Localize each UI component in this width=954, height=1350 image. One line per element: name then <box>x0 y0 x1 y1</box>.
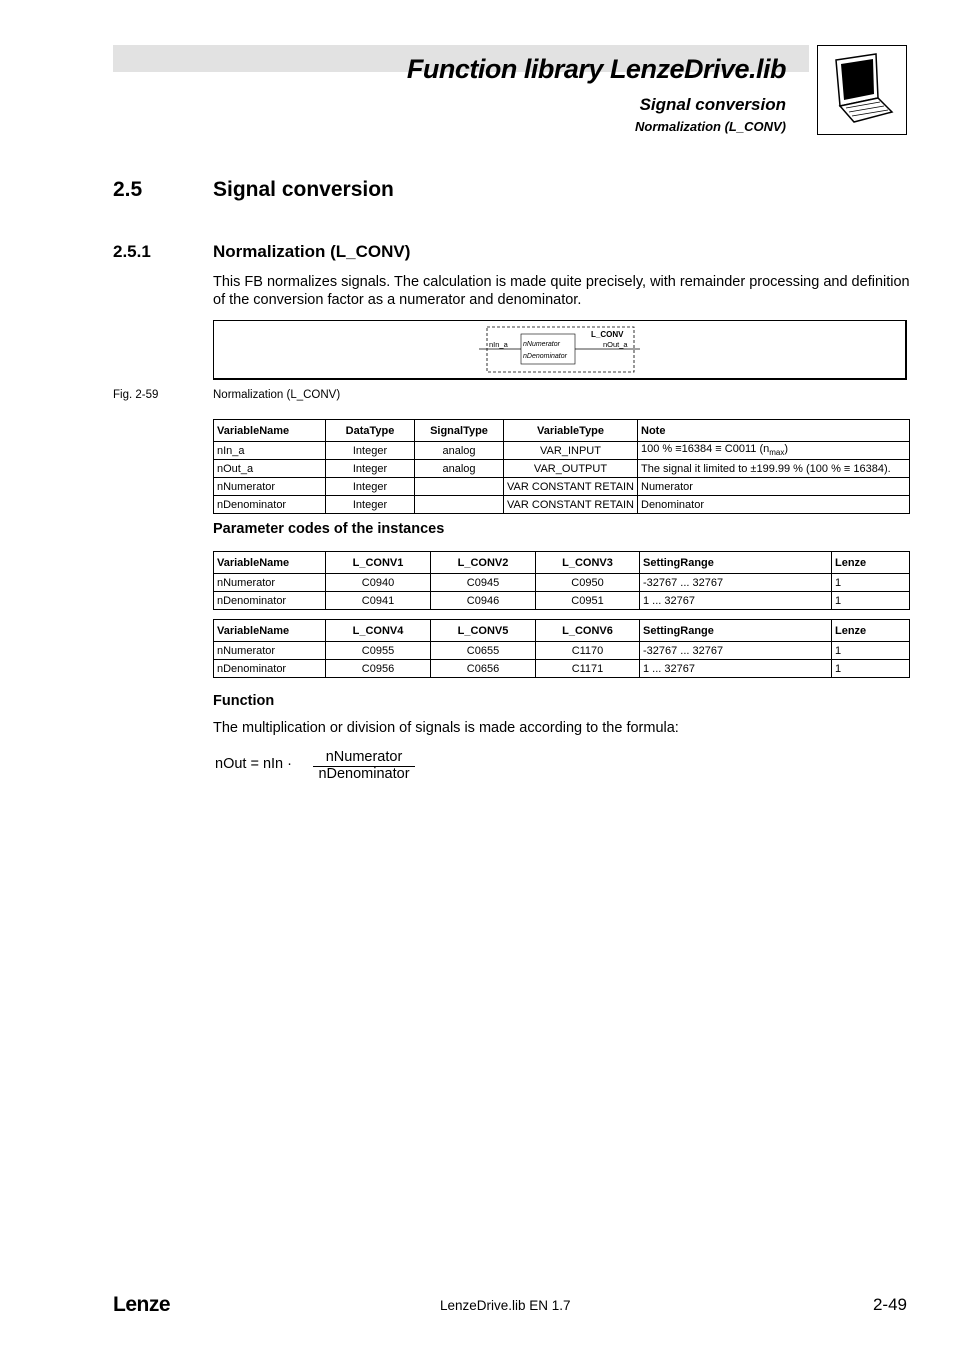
table-header: VariableType <box>504 420 638 442</box>
table-header: L_CONV4 <box>326 620 431 642</box>
function-heading: Function <box>213 693 275 709</box>
table-cell: C0656 <box>431 660 536 678</box>
table-cell: C0956 <box>326 660 431 678</box>
table-cell: Integer <box>326 460 415 478</box>
note-suffix: ) <box>784 443 789 456</box>
table-header: L_CONV3 <box>536 552 640 574</box>
section-number: 2.5 <box>113 178 143 201</box>
table-cell: analog <box>415 442 504 460</box>
table-row <box>214 660 910 678</box>
table-cell: Integer <box>326 496 415 514</box>
table-cell: VAR CONSTANT RETAIN <box>504 496 638 514</box>
table-cell <box>638 442 910 460</box>
table-header: L_CONV2 <box>431 552 536 574</box>
table-cell: C0946 <box>431 592 536 610</box>
formula-lhs: nOut = nIn · <box>215 756 292 772</box>
table-cell: C1171 <box>536 660 640 678</box>
block-output-label: nOut_a <box>603 340 628 349</box>
table-row <box>214 642 910 660</box>
table-row <box>214 574 910 592</box>
table-cell: C0941 <box>326 592 431 610</box>
table-cell: VAR_INPUT <box>504 442 638 460</box>
function-block-figure <box>213 320 907 380</box>
table-row <box>214 496 910 514</box>
subsection-title: Normalization (L_CONV) <box>213 242 411 261</box>
table-cell: nNumerator <box>214 574 326 592</box>
header-subsection: Normalization (L_CONV) <box>635 119 786 134</box>
param-table-1 <box>213 551 910 610</box>
note-text: 100 % ≡16384 ≡ C0011 (n <box>641 443 770 456</box>
table-row <box>214 460 910 478</box>
table-cell: C1170 <box>536 642 640 660</box>
table-cell <box>415 496 504 514</box>
table-cell: nDenominator <box>214 660 326 678</box>
table-cell: -32767 ... 32767 <box>640 642 832 660</box>
table-cell: VAR_OUTPUT <box>504 460 638 478</box>
table-cell: nNumerator <box>214 642 326 660</box>
block-param-denominator: nDenominator <box>523 353 567 360</box>
figure-number: Fig. 2-59 <box>113 389 159 401</box>
table-cell: -32767 ... 32767 <box>640 574 832 592</box>
table-cell: C0945 <box>431 574 536 592</box>
table-header: SettingRange <box>640 552 832 574</box>
table-cell: 1 <box>832 642 910 660</box>
subsection-number: 2.5.1 <box>113 242 151 261</box>
table-header: Lenze <box>832 552 910 574</box>
function-text: The multiplication or division of signals is made according to the formula: <box>213 720 679 736</box>
table-cell: nDenominator <box>214 496 326 514</box>
table-header: L_CONV1 <box>326 552 431 574</box>
header-title: Function library LenzeDrive.lib <box>406 54 786 84</box>
table-cell: Numerator <box>638 478 910 496</box>
header-section: Signal conversion <box>639 95 786 114</box>
table-cell: 1 ... 32767 <box>640 660 832 678</box>
table-cell: C0655 <box>431 642 536 660</box>
table-header: SignalType <box>415 420 504 442</box>
table-header-row <box>214 552 910 574</box>
table-cell: C0950 <box>536 574 640 592</box>
block-name: L_CONV <box>591 330 624 339</box>
section-title: Signal conversion <box>213 178 394 201</box>
table-cell: 1 <box>832 592 910 610</box>
lenze-logo: Lenze <box>113 1293 171 1316</box>
variable-table <box>213 419 910 514</box>
table-cell: C0955 <box>326 642 431 660</box>
table-cell: 1 <box>832 574 910 592</box>
formula-numerator: nNumerator <box>325 749 403 765</box>
table-cell: Integer <box>326 478 415 496</box>
table-cell: 1 ... 32767 <box>640 592 832 610</box>
params-heading: Parameter codes of the instances <box>213 521 445 537</box>
table-cell: Integer <box>326 442 415 460</box>
table-cell: C0951 <box>536 592 640 610</box>
table-cell: nDenominator <box>214 592 326 610</box>
table-header: DataType <box>326 420 415 442</box>
intro-paragraph: This FB normalizes signals. The calculation is made quite precisely, with remainder processing and definition of the conversion factor as a numerator and denominator. <box>213 274 910 308</box>
table-header: Note <box>638 420 910 442</box>
table-header: L_CONV6 <box>536 620 640 642</box>
table-cell: analog <box>415 460 504 478</box>
table-cell: C0940 <box>326 574 431 592</box>
page-number: 2-49 <box>872 1295 907 1314</box>
block-input-label: nIn_a <box>489 340 508 349</box>
table-cell <box>415 478 504 496</box>
table-header: VariableName <box>214 552 326 574</box>
table-cell: Denominator <box>638 496 910 514</box>
note-subscript: max <box>769 448 785 458</box>
table-header: L_CONV5 <box>431 620 536 642</box>
table-cell: nNumerator <box>214 478 326 496</box>
formula-denominator: nDenominator <box>318 766 410 782</box>
table-header: VariableName <box>214 420 326 442</box>
table-cell: VAR CONSTANT RETAIN <box>504 478 638 496</box>
param-table-2 <box>213 619 910 678</box>
table-cell: nOut_a <box>214 460 326 478</box>
table-cell: nIn_a <box>214 442 326 460</box>
footer-doc-id: LenzeDrive.lib EN 1.7 <box>440 1298 571 1313</box>
laptop-icon <box>817 45 907 135</box>
table-header: SettingRange <box>640 620 832 642</box>
table-header-row <box>214 620 910 642</box>
table-row <box>214 592 910 610</box>
block-param-numerator: nNumerator <box>523 341 560 348</box>
table-header: VariableName <box>214 620 326 642</box>
figure-caption: Normalization (L_CONV) <box>213 389 341 401</box>
table-cell: The signal it limited to ±199.99 % (100 % ≡ 16384). <box>638 460 910 478</box>
table-header: Lenze <box>832 620 910 642</box>
table-cell: 1 <box>832 660 910 678</box>
table-row <box>214 442 910 460</box>
table-header-row <box>214 420 910 442</box>
table-row <box>214 478 910 496</box>
